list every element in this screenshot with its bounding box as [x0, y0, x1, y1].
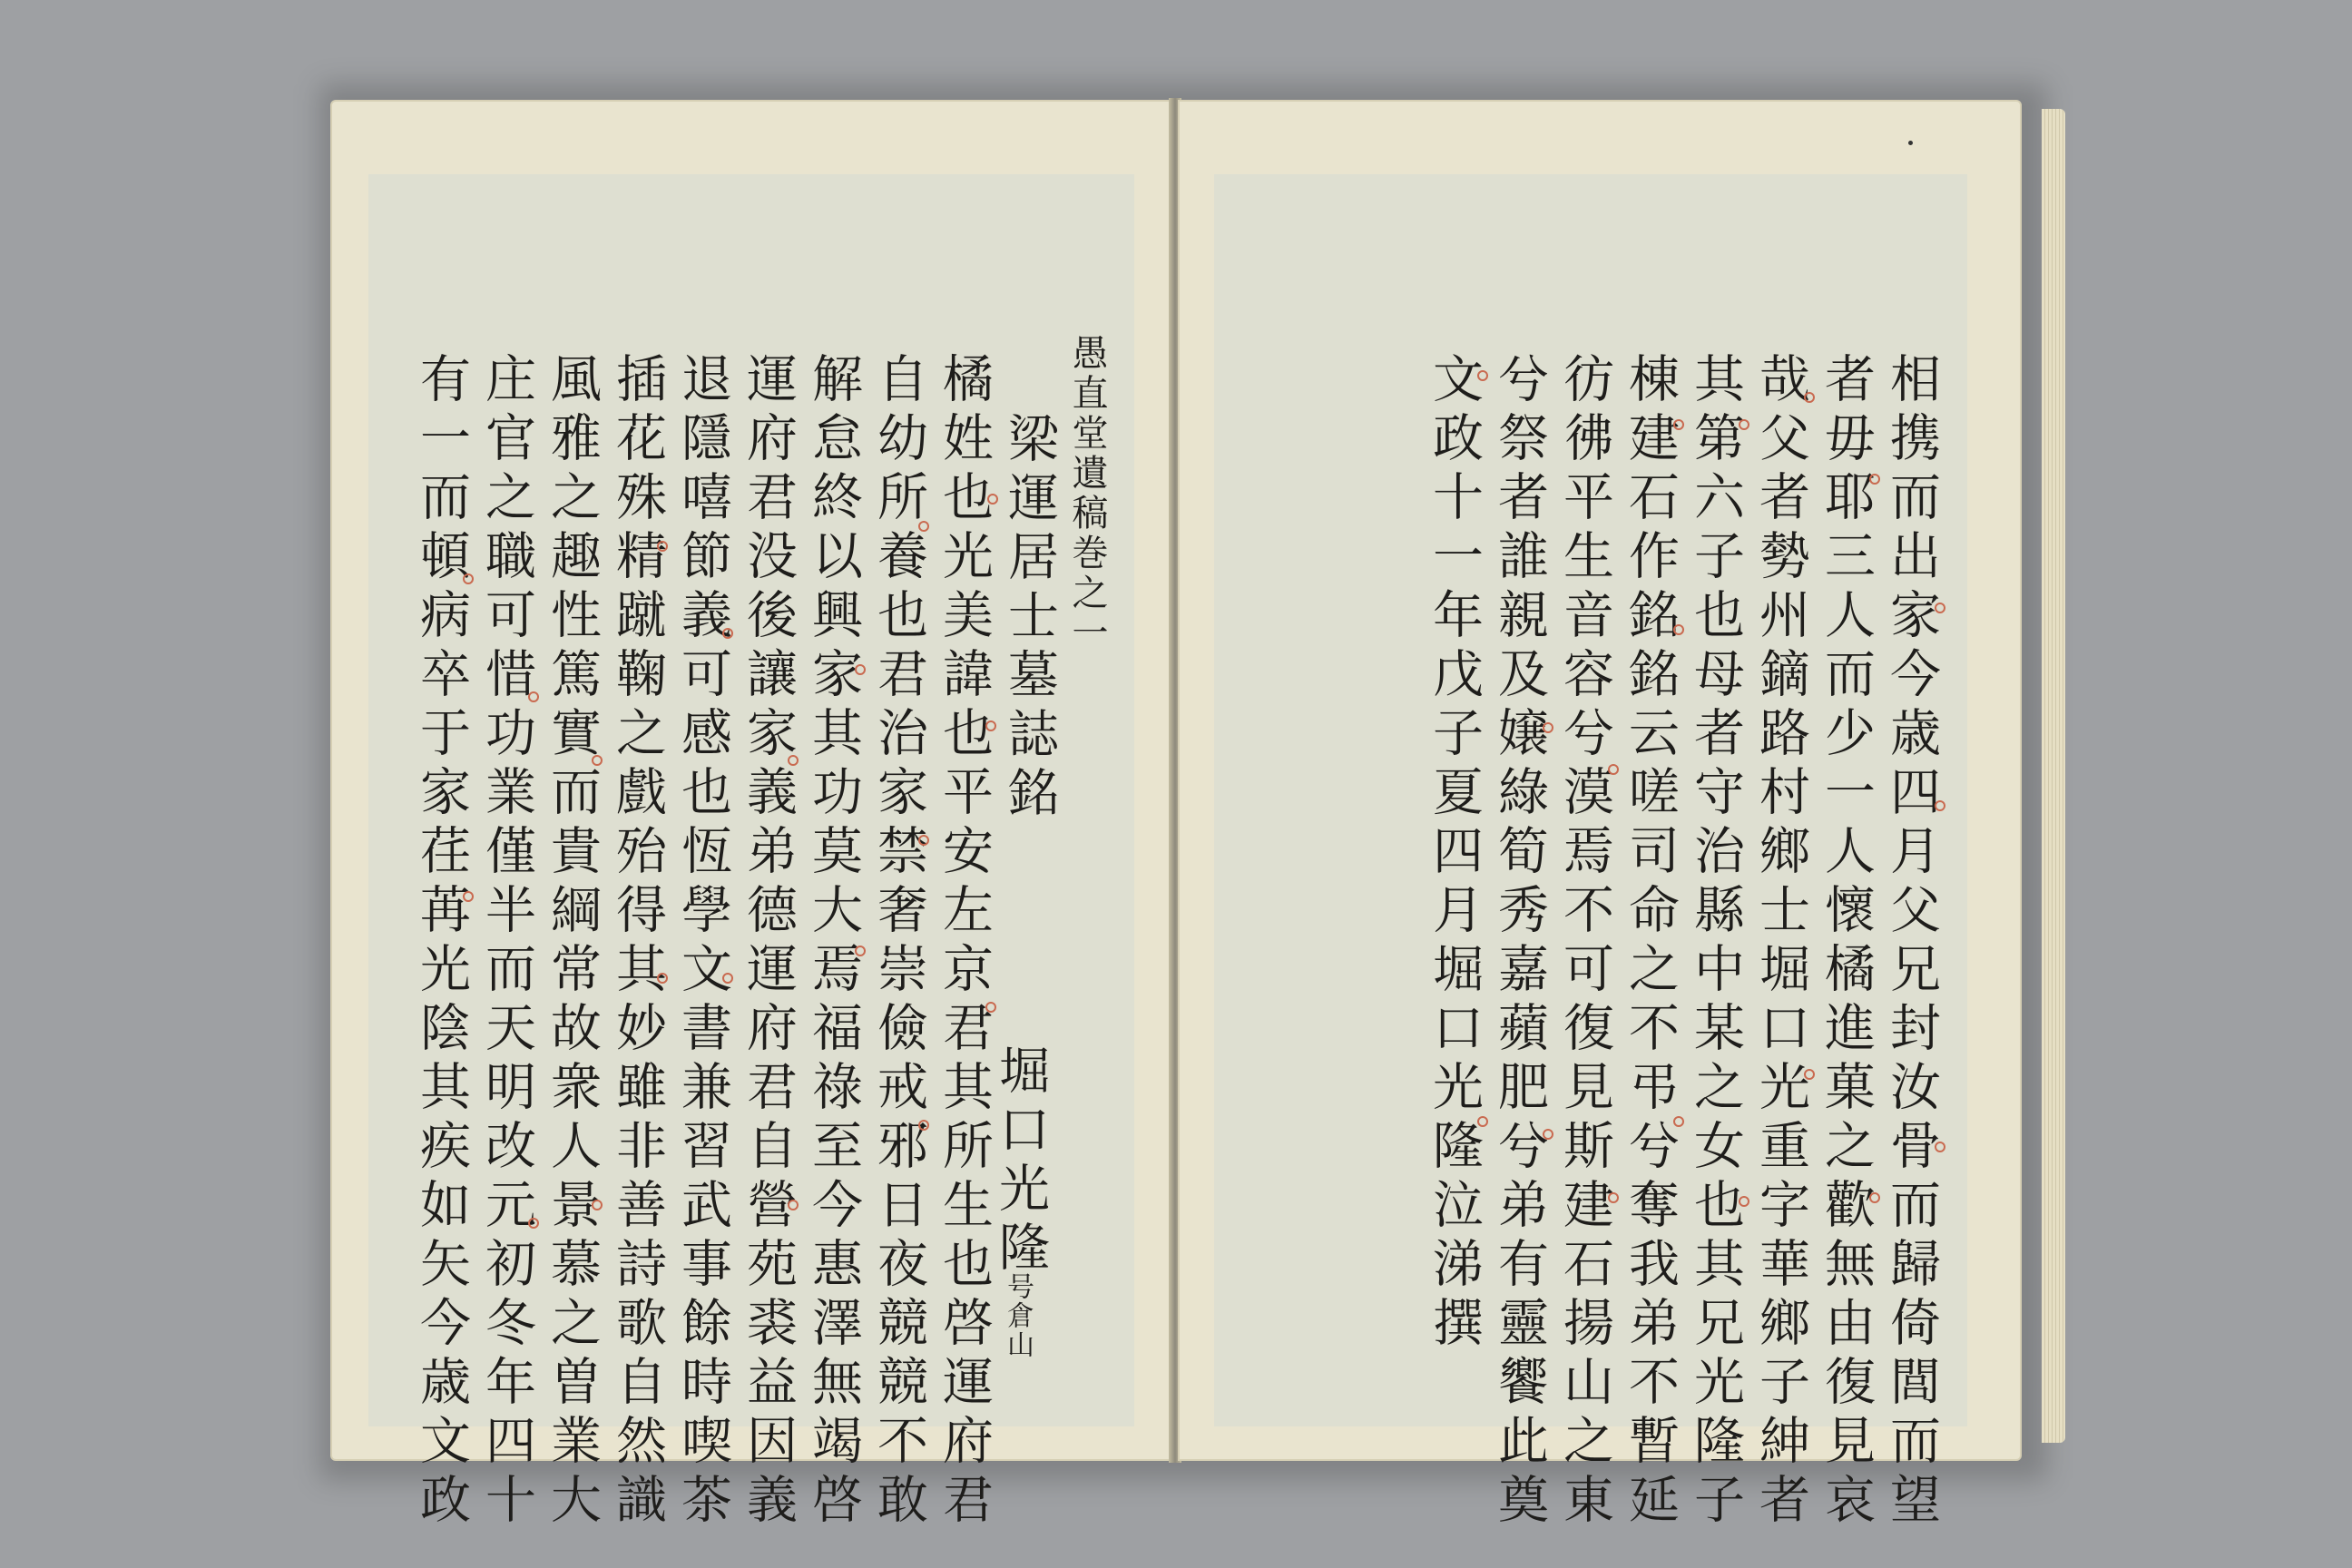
- punctuation-mark: [1935, 800, 1945, 811]
- punctuation-mark: [722, 628, 733, 639]
- left-column-4: 運府君没後讓家義弟德運府君自營苑裘益因義: [739, 352, 798, 1532]
- punctuation-mark: [985, 720, 996, 731]
- left-page: [330, 100, 1174, 1532]
- punctuation-mark: [463, 891, 474, 902]
- author-name: 堀口光隆: [991, 1044, 1050, 1279]
- volume-header: 愚直堂遺稿巻之一: [1066, 334, 1108, 653]
- left-column-3: 解怠終以興家其功莫大焉福祿至今惠澤無竭啓: [804, 352, 863, 1532]
- right-text-block: [1214, 174, 1967, 1532]
- punctuation-mark: [1673, 624, 1684, 635]
- punctuation-mark: [1543, 1129, 1553, 1140]
- punctuation-mark: [1543, 722, 1553, 733]
- punctuation-mark: [1869, 1192, 1880, 1203]
- right-column-5: 棟建石作銘銘云嗟司命之不弔兮奪我弟不暫延: [1621, 352, 1680, 1532]
- punctuation-mark: [1935, 1142, 1945, 1152]
- punctuation-mark: [855, 946, 866, 956]
- left-column-2: 自幼所養也君治家禁奢崇儉戒邪日夜競競不敢: [869, 352, 928, 1532]
- punctuation-mark: [592, 755, 603, 766]
- author-note: 号倉山: [1002, 1272, 1034, 1359]
- punctuation-mark: [1739, 1196, 1749, 1207]
- punctuation-mark: [1608, 764, 1619, 775]
- left-text-block: [368, 174, 1134, 1532]
- punctuation-mark: [788, 1200, 799, 1210]
- right-column-2: 者毋耶三人而少一人懷橘進菓之歡無由復見哀: [1817, 352, 1876, 1532]
- page-edge-stack: [2042, 109, 2065, 1443]
- punctuation-mark: [788, 755, 799, 766]
- punctuation-mark: [463, 573, 474, 584]
- left-column-1: 橘姓也光美諱也平安左京君其所生也啓運府君: [935, 352, 994, 1532]
- right-column-1: 相携而出家今歳四月父兄封汝骨而歸倚閭而望: [1882, 352, 1941, 1532]
- punctuation-mark: [918, 1120, 929, 1131]
- punctuation-mark: [1869, 474, 1880, 485]
- right-column-7: 兮祭者誰親及嬢綠筍秀嘉蘋肥兮弟有靈饗此奠: [1490, 352, 1549, 1532]
- left-column-9: 有一而頓病卒于家荏苒光陰其疾如矢今歳文政: [412, 352, 471, 1532]
- punctuation-mark: [985, 1002, 996, 1013]
- punctuation-mark: [1477, 370, 1488, 381]
- punctuation-mark: [918, 521, 929, 532]
- paper-speck: [1908, 141, 1913, 145]
- punctuation-mark: [1804, 1069, 1815, 1080]
- epitaph-title: 梁運居士墓誌銘: [1000, 412, 1059, 825]
- punctuation-mark: [528, 691, 539, 702]
- punctuation-mark: [1673, 1116, 1684, 1127]
- punctuation-mark: [1739, 419, 1749, 430]
- right-column-3: 哉父者勢州鏑路村鄉士堀口光重字華鄉子紳者: [1751, 352, 1810, 1532]
- right-page: [1178, 100, 2022, 1532]
- left-column-7: 風雅之趣性篤實而貴綱常故衆人景慕之曽業大: [543, 352, 602, 1532]
- punctuation-mark: [657, 973, 668, 984]
- left-column-5: 退隱嘻節義可感也恆學文書兼習武事餘時喫茶: [673, 352, 732, 1532]
- punctuation-mark: [855, 664, 866, 675]
- right-column-8: 文政十一年戊子夏四月堀口光隆泣涕撰: [1425, 352, 1484, 1355]
- left-column-8: 庄官之職可惜功業僅半而天明改元初冬年四十: [477, 352, 536, 1532]
- left-column-6: 插花殊精蹴鞠之戲殆得其妙雖非善詩歌自然識: [608, 352, 667, 1532]
- punctuation-mark: [918, 835, 929, 846]
- punctuation-mark: [528, 1218, 539, 1229]
- punctuation-mark: [592, 1200, 603, 1210]
- punctuation-mark: [1804, 392, 1815, 403]
- punctuation-mark: [1608, 1192, 1619, 1203]
- punctuation-mark: [1935, 603, 1945, 613]
- punctuation-mark: [1477, 1116, 1488, 1127]
- punctuation-mark: [722, 973, 733, 984]
- right-column-4: 其第六子也母者守治縣中某之女也其兄光隆子: [1686, 352, 1745, 1532]
- punctuation-mark: [1673, 419, 1684, 430]
- punctuation-mark: [657, 541, 668, 552]
- punctuation-mark: [987, 494, 998, 505]
- right-column-6: 彷彿平生音容兮漠焉不可復見斯建石揚山之東: [1555, 352, 1614, 1532]
